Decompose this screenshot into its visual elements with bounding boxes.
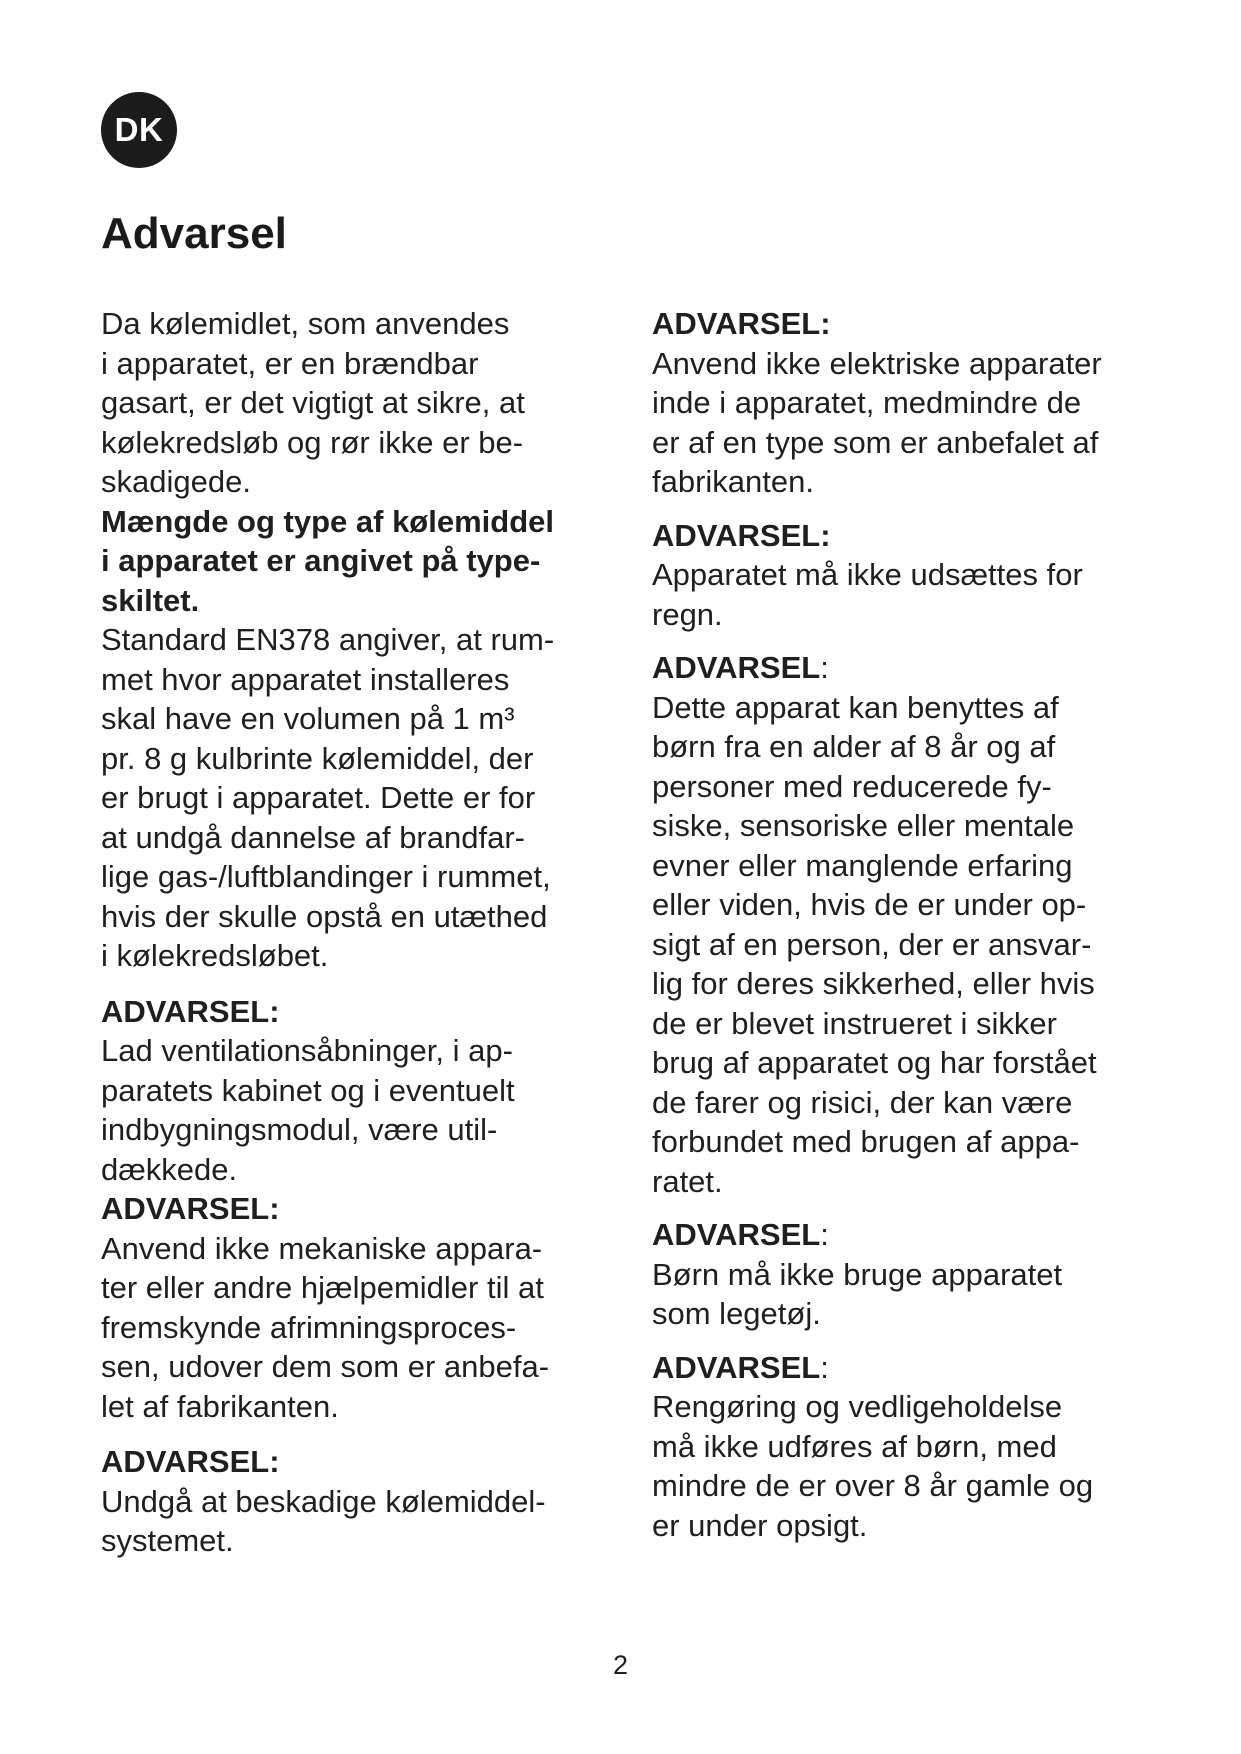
warning-text: Undgå at beskadige kølemiddel- systemet. <box>101 1483 546 1558</box>
warning-title <box>652 1215 1172 1255</box>
warning-title <box>652 648 1172 688</box>
warning-title: ADVARSEL: <box>101 1191 280 1226</box>
warning-block <box>652 304 1172 502</box>
warning-block <box>652 648 1172 1201</box>
warning-text: Lad ventilationsåbninger, i ap- paratets kabinet og i eventuelt indbygningsmodul, være util- dækkede. <box>101 1033 515 1187</box>
warning-title-colon: : <box>820 1217 829 1252</box>
language-badge: DK <box>101 92 177 168</box>
warning-title: ADVARSEL: <box>101 1444 280 1479</box>
warning-text: Anvend ikke elektriske apparater inde i apparatet, medmindre de er af en type som er anbefalet af fabrikanten. <box>652 345 1102 499</box>
warning-block <box>652 516 1172 635</box>
warning-block <box>652 1215 1172 1334</box>
right-column <box>652 304 1172 1545</box>
warning-text: Dette apparat kan benyttes af børn fra en alder af 8 år og af personer med reducerede fy- siske, sensoriske eller mentale evner eller manglende erfaring eller viden, hvis de er under op- sigt af en person, der er ansvar- lig for deres sikkerhed, eller hvis de er blevet instrueret i sikker brug af apparatet og har forstået de farer og risici, der kan være forbundet med brugen af appa- ratet. <box>652 689 1097 1199</box>
warning-text: Børn må ikke bruge apparatet som legetøj. <box>652 1256 1063 1331</box>
warning-title-word: ADVARSEL <box>652 1349 821 1385</box>
warning-block <box>101 1442 601 1561</box>
warning-title: ADVARSEL: <box>652 517 831 553</box>
warning-block <box>652 1348 1172 1546</box>
warning-title: ADVARSEL: <box>652 306 831 341</box>
warning-text: Anvend ikke mekaniske appara- ter eller andre hjælpemidler til at fremskynde afrimningsproces- sen, udover dem som er anbefa- let af fabrikanten. <box>101 1230 550 1424</box>
warning-text: Rengøring og vedligeholdelse må ikke udføres af børn, med mindre de er over 8 år gamle og er under opsigt. <box>652 1389 1094 1543</box>
warning-title-colon: : <box>820 650 829 685</box>
left-column <box>101 304 601 1561</box>
refrigerant-note: Mængde og type af kølemiddel i apparatet er angivet på type- skiltet. <box>101 503 554 618</box>
warning-title <box>652 1348 1172 1388</box>
warning-text: Apparatet må ikke udsættes for regn. <box>652 557 1083 632</box>
intro-paragraph: Da kølemidlet, som anvendes i apparatet, er en brændbar gasart, er det vigtigt at sikre, at kølekredsløb og rør ikke er be- skadigede. <box>101 306 525 499</box>
page-title: Advarsel <box>101 209 287 258</box>
warning-title: ADVARSEL: <box>101 993 280 1029</box>
warning-title-word: ADVARSEL <box>652 650 821 685</box>
warning-block <box>101 992 601 1190</box>
warning-block <box>101 1189 601 1426</box>
page-number: 2 <box>612 1650 629 1680</box>
warning-title-colon: : <box>820 1349 829 1385</box>
warning-title-word: ADVARSEL <box>652 1217 821 1252</box>
standard-paragraph: Standard EN378 angiver, at rum- met hvor apparatet installeres skal have en volumen på 1 m³ pr. 8 g kulbrinte kølemiddel, der er brugt i apparatet. Dette er for at undgå dannelse af brandfar- lige gas-/luftblandinger i rummet, hvis der skulle opstå en utæthed i kølekredsløbet. <box>101 622 555 973</box>
